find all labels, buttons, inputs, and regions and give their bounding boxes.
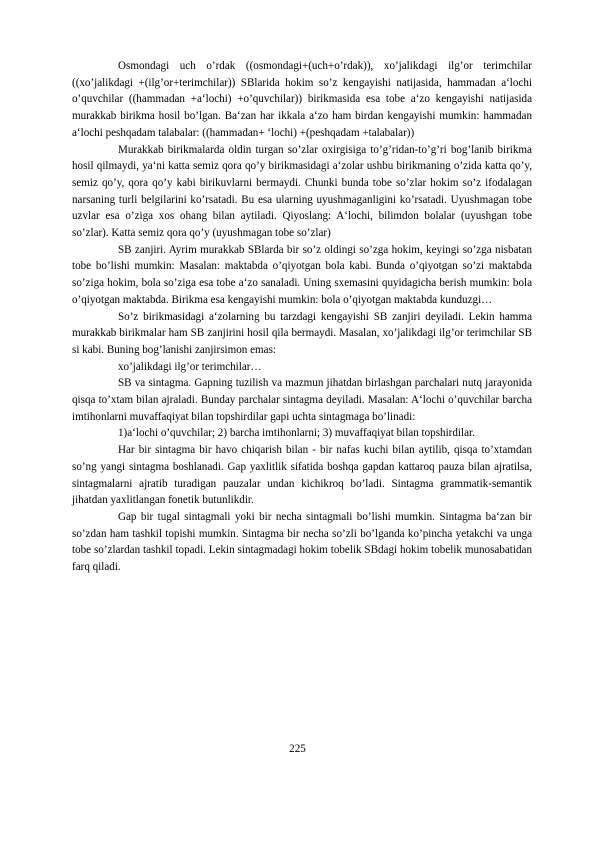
- paragraph-example: xo’jalikdagi ilg’or terimchilar…: [118, 360, 262, 373]
- paragraph-sentence-syntagma: Gap bir tugal sintagmali yoki bir necha sintagmali bo’lishi mumkin. Sintagma ba‘zan bir so’zdan ham tashkil topishi mumkin. Sintagma bir necha so’zli bo’lganda ko’pincha yetakchi va unga tobe so’zlardan tashkil topadi. Lekin sintagmadagi hokim tobelik SBdagi hokim tobelik munosabatidan farq qiladi.: [72, 510, 532, 574]
- paragraph-nested-phrases: Osmondagi uch o’rdak ((osmondagi+(uch+o’rdak)), xo’jalikdagi ilg’or terimchilar ((xo’jalikdagi +(ilg’or+terimchilar)) SBlarida hokim so’z kengayishi natijasida, hammadan a‘lochi o’quvchilar ((hammadan +a‘lochi) +o’quvchilar)) birikmasida esa tobe a‘zo kengayishi natijasida murakkab birikma hosil bo’lgan. Ba‘zan har ikkala a‘zo ham birdan kengayishi mumkin: hammadan a‘lochi peshqadam talabalar: ((hammadan+ ‘lochi) +(peshqadam +talabalar)): [72, 60, 532, 139]
- paragraph-sb-chain: SB zanjiri. Ayrim murakkab SBlarda bir so’z oldingi so’zga hokim, keyingi so’zga nisbatan tobe bo’lishi mumkin: Masalan: maktabda o’qiyotgan bola kabi. Bunda o’qiyotgan so’zi maktabda so’ziga hokim, bola so’ziga esa tobe a‘zo sanaladi. Uning sxemasini quyidagicha berish mumkin: bola o’qiyotgan maktabda. Birikma esa kengayishi mumkin: bola o’qiyotgan maktabda kunduzgi…: [72, 243, 532, 306]
- paragraph-pause: Har bir sintagma bir havo chiqarish bilan - bir nafas kuchi bilan aytilib, qisqa to’xtamdan so’ng yangi sintagma boshlanadi. Gap yaxlitlik sifatida boshqa gapdan kattaroq pauza bilan ajratilsa, sintagmalarni ajratib turadigan pauzalar undan kichikroq bo’ladi. Sintagma grammatik-semantik jihatdan yaxlitlangan fonetik butunlikdir.: [72, 444, 532, 507]
- document-body: [72, 58, 532, 576]
- page-number: 225: [289, 743, 306, 755]
- paragraph-chain-expansion: So’z birikmasidagi a‘zolarning bu tarzdagi kengayishi SB zanjiri deyiladi. Lekin hamma murakkab birikmalar ham SB zanjirini hosil qila bermaydi. Masalan, xo’jalikdagi ilg’or terimchilar SB si kabi. Buning bog’lanishi zanjirsimon emas:: [72, 310, 532, 356]
- paragraph-syntagma-list: 1)a‘lochi o’quvchilar; 2) barcha imtihonlarni; 3) muvaffaqiyat bilan topshirdilar.: [118, 427, 475, 440]
- paragraph-syntagma: SB va sintagma. Gapning tuzilish va mazmun jihatdan birlashgan parchalari nutq jarayonida qisqa to’xtam bilan ajraladi. Bunday parchalar sintagma deyiladi. Masalan: A‘lochi o’quvchilar barcha imtihonlarni muvaffaqiyat bilan topshirdilar gapi uchta sintagmaga bo’linadi:: [72, 377, 532, 423]
- paragraph-complex-phrases: Murakkab birikmalarda oldin turgan so’zlar oxirgisiga to’g’ridan-to’g’ri bog’lanib birikma hosil qilmaydi, ya‘ni katta semiz qora qo’y birikmasidagi a‘zolar ushbu birikmaning o’zida katta qo’y, semiz qo’y, qora qo’y kabi birikuvlarni bermaydi. Chunki bunda tobe so’zlar hokim so’z ifodalagan narsaning turli belgilarini ko’rsatadi. Bu esa ularning uyushmaganligini ko’rsatadi. Uyushmagan tobe uzvlar esa o’ziga xos ohang bilan aytiladi. Qiyoslang: A‘lochi, bilimdon bolalar (uyushgan tobe so’zlar). Katta semiz qora qo’y (uyushmagan tobe so’zlar): [72, 143, 532, 240]
